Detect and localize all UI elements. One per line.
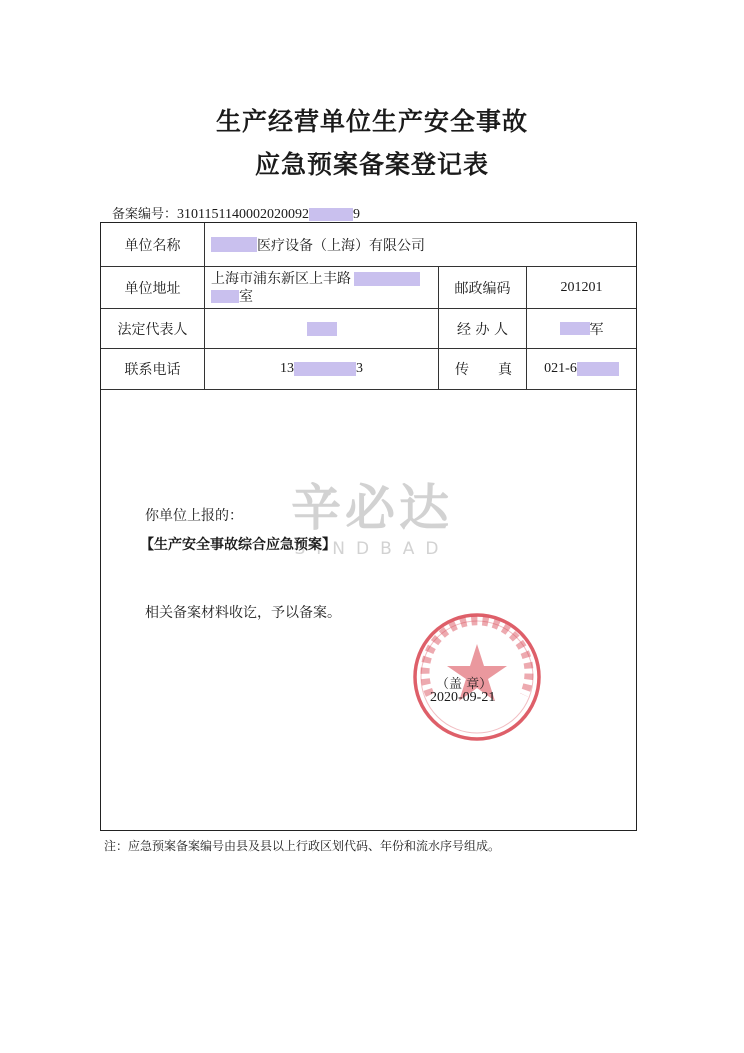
redaction-block — [211, 237, 257, 252]
fax-label — [439, 349, 526, 389]
postcode-label: 邮政编码 — [454, 280, 511, 297]
address-value — [205, 267, 438, 308]
redaction-block — [294, 362, 356, 376]
unit-name-text: 医疗设备（上海）有限公司 — [257, 237, 425, 254]
intro-text: 你单位上报的： — [145, 508, 243, 524]
legal-representative-value — [205, 309, 438, 348]
phone-label: 联系电话 — [124, 362, 181, 378]
postcode-value: 201201 — [560, 279, 603, 295]
redaction-block — [560, 322, 590, 335]
legal-representative-label: 法定代表人 — [117, 321, 188, 338]
footnote: 注：应急预案备案编号由县及县以上行政区划代码、年份和流水序号组成。 — [104, 839, 501, 853]
filing-date: 2020-09-21 — [430, 690, 496, 705]
redaction-block — [354, 272, 420, 286]
phone-value — [205, 349, 438, 389]
record-number-suffix: 9 — [352, 207, 360, 222]
handler-value-suffix: 军 — [589, 321, 604, 338]
document-title-line-2: 应急预案备案登记表 — [254, 150, 489, 179]
watermark-english: SINDBAD — [294, 539, 450, 559]
redaction-block — [577, 362, 619, 376]
handler-value — [527, 309, 636, 348]
fax-prefix: 021-6 — [544, 361, 577, 376]
record-number-prefix: 3101151140002020092 — [177, 207, 309, 222]
phone-prefix: 13 — [280, 361, 294, 376]
redaction-block — [211, 290, 239, 303]
record-number — [112, 203, 360, 223]
redaction-block — [307, 322, 337, 336]
unit-name-value — [205, 223, 635, 266]
watermark-chinese: 辛必达 — [291, 479, 453, 537]
address-line-2-suffix: 室 — [239, 288, 253, 305]
plan-name: 【生产安全事故综合应急预案】 — [140, 537, 336, 553]
document-title-line-1: 生产经营单位生产安全事故 — [215, 107, 528, 136]
unit-name-label: 单位名称 — [124, 237, 181, 254]
filing-statement: 相关备案材料收讫，予以备案。 — [145, 605, 341, 621]
address-line-1: 上海市浦东新区上丰路 — [211, 270, 351, 287]
seal-note: （盖 章） — [436, 677, 493, 692]
fax-label-char-1: 传 — [455, 362, 469, 378]
watermark — [272, 478, 472, 573]
row-divider — [101, 389, 636, 390]
fax-label-char-2: 真 — [498, 362, 512, 378]
address-label: 单位地址 — [124, 280, 181, 297]
record-number-label: 备案编号： — [112, 207, 178, 222]
handler-label: 经 办 人 — [457, 321, 508, 338]
redaction-block — [309, 208, 353, 221]
fax-value — [527, 349, 636, 389]
phone-suffix: 3 — [356, 361, 363, 376]
